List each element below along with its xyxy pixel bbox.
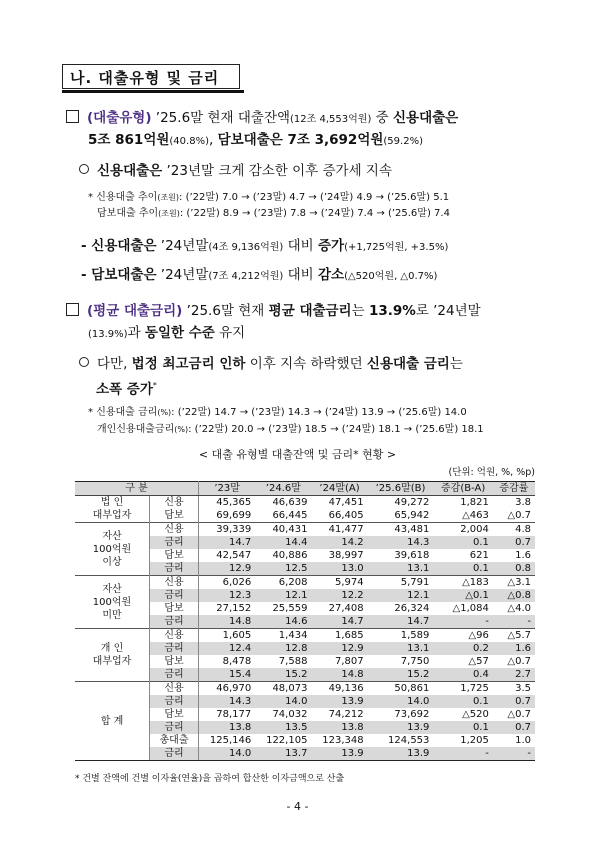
cell: 41,477: [311, 523, 367, 537]
cell: 26,324: [394, 602, 430, 614]
table-row: [75, 523, 535, 537]
cell: 12.1: [255, 589, 311, 602]
cell: 1,605: [199, 629, 256, 643]
cell: 13.0: [311, 562, 367, 576]
rate-tag: (평균 대출금리): [87, 303, 183, 319]
cell: 0.2: [433, 642, 492, 655]
cell: 15.2: [255, 668, 311, 682]
cell: 45,365: [216, 496, 252, 508]
cell: 12.4: [199, 642, 256, 655]
text: (40.8%): [169, 136, 209, 147]
row-label: 금리: [150, 589, 199, 602]
page-number: - 4 -: [286, 800, 309, 813]
text: : (’22말) 14.7 → (’23말) 14.3 → (’24말) 13.9 → (’25.6말) 14.0: [171, 407, 467, 418]
cell: 14.3: [199, 695, 256, 708]
para-rate-sub-line2: [96, 377, 157, 399]
text: 감소: [317, 267, 345, 283]
cell: 2.7: [493, 668, 535, 682]
cell: 123,348: [322, 734, 364, 746]
cell: 7,588: [278, 655, 308, 667]
row-label: 금리: [150, 747, 199, 761]
para-rate-sub-line1: [79, 355, 463, 373]
dash-credit: [81, 237, 448, 257]
section-title-box: [62, 64, 240, 94]
cell: 0.1: [433, 695, 492, 708]
text: 유지: [214, 325, 246, 341]
text: *: [152, 381, 157, 390]
text: (59.2%): [383, 136, 423, 147]
text: 5조 861억원: [88, 132, 170, 148]
text: 신용대출 금리: [96, 407, 158, 418]
cell: 0.1: [433, 536, 492, 549]
cell: 7,750: [400, 655, 430, 667]
text: - 담보대출은: [81, 267, 157, 283]
text: 신용대출 금리: [366, 356, 450, 372]
cell: 74,032: [272, 708, 308, 720]
group-label-personal: 개 인 대부업자: [75, 629, 150, 682]
cell: 25,559: [272, 602, 308, 614]
cell: 1,434: [255, 629, 311, 643]
cell: 14.4: [255, 536, 311, 549]
text: ’23년말 크게 감소한 이후 증가세 지속: [162, 163, 393, 179]
cell: △0.7: [507, 655, 531, 667]
circle-bullet-icon: [79, 164, 89, 174]
cell: 5,791: [368, 576, 434, 590]
cell: 5,974: [311, 576, 367, 590]
para-rate-line2: [88, 324, 245, 344]
text: 동일한 수준: [144, 325, 215, 341]
cell: △0.8: [493, 589, 535, 602]
para-rate-line1: [66, 302, 481, 320]
text: 평균 대출금리: [268, 303, 352, 319]
cell: 14.2: [311, 536, 367, 549]
row-label: 금리: [150, 695, 199, 708]
para-credit-trend: [79, 162, 392, 180]
cell: 48,073: [255, 682, 311, 696]
text: 대비: [283, 267, 318, 283]
cell: 14.3: [368, 536, 434, 549]
cell: 12.2: [311, 589, 367, 602]
cell: △1,084: [452, 602, 489, 614]
group-label-small: 자산 100억원 미만: [75, 576, 150, 629]
cell: -: [493, 615, 535, 629]
cell: 47,451: [328, 496, 364, 508]
cell: △57: [468, 655, 489, 667]
cell: -: [433, 615, 492, 629]
footnote: * 건별 잔액에 건별 이자율(연율)을 곱하여 합산한 이자금액으로 산출: [75, 774, 345, 784]
header-change: 증감(B-A): [433, 482, 492, 496]
cell: 12.8: [255, 642, 311, 655]
cell: 27,408: [328, 602, 364, 614]
square-bullet-icon: [66, 110, 79, 123]
cell: 14.7: [311, 615, 367, 629]
group-label-large: 자산 100억원 이상: [75, 523, 150, 576]
cell: 73,692: [394, 708, 430, 720]
cell: 1.6: [493, 642, 535, 655]
text: 13.9%: [368, 303, 416, 319]
text: 담보대출 추이: [97, 208, 159, 219]
table-row: [75, 496, 535, 510]
text: - 신용대출은: [81, 238, 157, 254]
row-label: 금리: [150, 642, 199, 655]
row-label: 신용: [150, 682, 199, 696]
cell: △0.7: [507, 509, 531, 521]
text: (12조 4,553억원): [290, 114, 372, 125]
cell: 38,997: [328, 549, 364, 561]
cell: 13.8: [199, 721, 256, 734]
cell: △0.1: [433, 589, 492, 602]
cell: 12.9: [199, 562, 256, 576]
text: ’25.6말 현재: [182, 303, 269, 319]
cell: 6,208: [255, 576, 311, 590]
cell: 1,205: [460, 734, 489, 746]
cell: 1,725: [433, 682, 492, 696]
cell: 1.6: [515, 549, 531, 561]
text: 는: [449, 356, 463, 372]
text: 담보대출은 7조 3,692억원: [217, 132, 384, 148]
text: 과: [127, 325, 145, 341]
header-change-rate: 증감률: [493, 482, 535, 496]
section-title: 나. 대출유형 및 금리: [70, 69, 220, 87]
text: 신용대출은: [97, 163, 163, 179]
cell: 13.5: [255, 721, 311, 734]
text: ,: [208, 132, 218, 148]
text: (+1,725억원, +3.5%): [344, 242, 449, 253]
group-label-corp: 법 인 대부업자: [75, 496, 150, 523]
text: 개인신용대출금리: [97, 424, 175, 435]
cell: 4.8: [493, 523, 535, 537]
cell: 27,152: [216, 602, 252, 614]
table-row: [75, 576, 535, 590]
cell: 14.6: [255, 615, 311, 629]
row-label: 금리: [150, 721, 199, 734]
cell: 0.7: [493, 721, 535, 734]
group-label-total: 합 계: [75, 682, 150, 761]
cell: 0.1: [433, 562, 492, 576]
text: (△520억원, △0.7%): [344, 271, 438, 282]
header-24-a: ’24말(A): [311, 482, 367, 496]
trend-credit: [88, 191, 449, 205]
cell: 40,886: [272, 549, 308, 561]
cell: 0.1: [433, 721, 492, 734]
table-row: [75, 682, 535, 696]
cell: △463: [462, 509, 489, 521]
row-label: 신용: [150, 523, 199, 537]
row-label: 신용: [150, 629, 199, 643]
text: 신용대출 추이: [96, 192, 158, 203]
cell: 49,272: [394, 496, 430, 508]
text: 법정 최고금리 인하: [131, 356, 246, 372]
cell: 15.2: [368, 668, 434, 682]
cell: 125,146: [209, 734, 252, 746]
cell: 49,136: [311, 682, 367, 696]
text: 다만,: [97, 356, 132, 372]
cell: △96: [433, 629, 492, 643]
rate-trend-personal: [97, 423, 484, 437]
cell: 13.9: [368, 747, 434, 761]
cell: 66,445: [272, 509, 308, 521]
cell: 13.1: [368, 562, 434, 576]
row-label: 금리: [150, 615, 199, 629]
cell: 13.1: [368, 642, 434, 655]
row-label: 금리: [150, 562, 199, 576]
text: *: [88, 407, 93, 418]
cell: 50,861: [368, 682, 434, 696]
cell: △3.1: [493, 576, 535, 590]
cell: 13.9: [368, 721, 434, 734]
header-24-6: ’24.6말: [255, 482, 311, 496]
cell: 78,177: [216, 708, 252, 720]
row-label: 금리: [150, 536, 199, 549]
text: : (’22말) 8.9 → (’23말) 7.8 → (’24말) 7.4 → (’25.6말) 7.4: [179, 208, 450, 219]
cell: 66,405: [328, 509, 364, 521]
text: : (’22말) 7.0 → (’23말) 4.7 → (’24말) 4.9 → (’25.6말) 5.1: [179, 192, 450, 203]
cell: 46,970: [199, 682, 256, 696]
cell: △183: [433, 576, 492, 590]
row-label: 신용: [150, 576, 199, 590]
text: : (’22말) 20.0 → (’23말) 18.5 → (’24말) 18.1 → (’25.6말) 18.1: [188, 424, 484, 435]
cell: -: [493, 747, 535, 761]
header-23: ’23말: [199, 482, 256, 496]
cell: 69,699: [216, 509, 252, 521]
cell: △0.7: [507, 708, 531, 720]
table-title: < 대출 유형별 대출잔액 및 금리* 현황 >: [198, 448, 397, 461]
text: ’24년말: [156, 238, 209, 254]
circle-bullet-icon: [79, 357, 89, 367]
cell: 13.9: [311, 695, 367, 708]
cell: 14.7: [199, 536, 256, 549]
text: ’25.6말 현재 대출잔액: [151, 110, 291, 126]
cell: 43,481: [368, 523, 434, 537]
header-25-6-b: ’25.6말(B): [368, 482, 434, 496]
cell: 6,026: [199, 576, 256, 590]
cell: 42,547: [216, 549, 252, 561]
square-bullet-icon: [66, 303, 79, 316]
cell: 0.4: [433, 668, 492, 682]
cell: 12.9: [311, 642, 367, 655]
text: 로 ’24년말: [415, 303, 481, 319]
cell: 0.7: [493, 695, 535, 708]
cell: 3.5: [493, 682, 535, 696]
cell: 14.8: [199, 615, 256, 629]
cell: 13.9: [311, 747, 367, 761]
text: (7조 4,212억원): [208, 271, 284, 282]
cell: 13.7: [255, 747, 311, 761]
text: 대비: [283, 238, 318, 254]
row-label: 담보: [150, 509, 199, 523]
cell: 12.3: [199, 589, 256, 602]
cell: 39,339: [199, 523, 256, 537]
text: 는: [351, 303, 369, 319]
text: (4조 9,136억원): [208, 242, 284, 253]
text: 신용대출은: [392, 110, 459, 126]
cell: 39,618: [394, 549, 430, 561]
cell: 122,105: [266, 734, 308, 746]
text: 소폭 증가: [96, 381, 153, 398]
text: (%): [157, 408, 172, 417]
para-loan-type-line1: [66, 109, 458, 129]
cell: △520: [462, 708, 489, 720]
dash-secured: [81, 266, 437, 286]
cell: 12.5: [255, 562, 311, 576]
row-label: 금리: [150, 668, 199, 682]
cell: 14.0: [199, 747, 256, 761]
text: (조원): [157, 193, 180, 202]
cell: △4.0: [507, 602, 531, 614]
cell: -: [433, 747, 492, 761]
cell: 65,942: [394, 509, 430, 521]
cell: △5.7: [493, 629, 535, 643]
text: *: [88, 192, 93, 203]
cell: 14.0: [255, 695, 311, 708]
table-header-row: [75, 482, 535, 496]
row-label: 총대출: [150, 734, 199, 747]
text: (%): [174, 425, 189, 434]
cell: 1.0: [515, 734, 531, 746]
text: 이후 지속 하락했던: [245, 356, 367, 372]
row-label: 담보: [150, 549, 199, 562]
cell: 2,004: [433, 523, 492, 537]
cell: 74,212: [328, 708, 364, 720]
cell: 1,589: [368, 629, 434, 643]
cell: 7,807: [334, 655, 364, 667]
row-label: 담보: [150, 708, 199, 721]
text: 중: [371, 110, 393, 126]
cell: 46,639: [272, 496, 308, 508]
cell: 0.8: [493, 562, 535, 576]
row-label: 담보: [150, 602, 199, 615]
loan-table: [75, 481, 535, 761]
cell: 3.8: [515, 496, 531, 508]
rate-trend-credit: [88, 406, 467, 420]
cell: 1,685: [311, 629, 367, 643]
text: ’24년말: [156, 267, 209, 283]
cell: 0.7: [493, 536, 535, 549]
cell: 14.8: [311, 668, 367, 682]
cell: 40,431: [255, 523, 311, 537]
text: 증가: [317, 238, 345, 254]
cell: 1,821: [460, 496, 489, 508]
cell: 621: [469, 549, 489, 561]
cell: 15.4: [199, 668, 256, 682]
loan-type-tag: (대출유형): [87, 110, 152, 126]
cell: 13.8: [311, 721, 367, 734]
cell: 8,478: [222, 655, 252, 667]
row-label: 담보: [150, 655, 199, 668]
trend-secured: [97, 207, 450, 221]
cell: 14.0: [368, 695, 434, 708]
table-row: [75, 629, 535, 643]
text: (13.9%): [88, 329, 128, 340]
header-category: 구 분: [75, 482, 199, 496]
row-label: 신용: [150, 496, 199, 510]
cell: 124,553: [388, 734, 430, 746]
text: (조원): [158, 209, 180, 218]
table-unit: (단위: 억원, %, %p): [448, 467, 535, 478]
cell: 14.7: [368, 615, 434, 629]
para-loan-type-line2: [88, 131, 423, 151]
cell: 12.1: [368, 589, 434, 602]
